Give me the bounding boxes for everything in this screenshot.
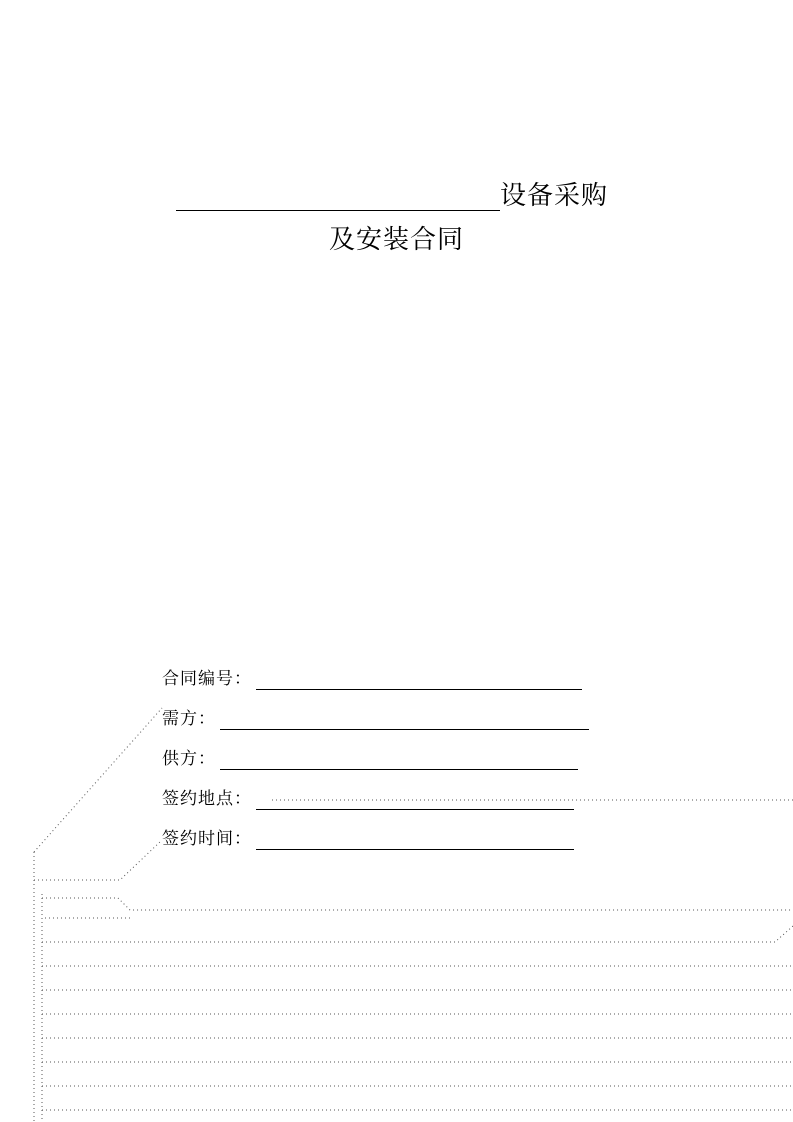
field-contract-number <box>162 664 582 692</box>
field-blank-line <box>220 729 589 730</box>
field-buyer <box>162 704 589 732</box>
title-line-2: 及安装合同 <box>328 225 464 255</box>
field-blank-line <box>220 769 578 770</box>
title-line-1 <box>176 178 608 214</box>
title-blank-line <box>176 210 500 211</box>
field-blank-line <box>256 849 574 850</box>
field-label: 合同编号： <box>162 669 252 689</box>
field-label: 需方： <box>162 709 216 729</box>
field-blank-line <box>256 689 582 690</box>
field-label: 供方： <box>162 749 216 769</box>
field-signing-place <box>162 784 574 812</box>
field-label: 签约地点： <box>162 789 252 809</box>
field-signing-time <box>162 824 574 852</box>
title-suffix: 设备采购 <box>500 181 609 211</box>
field-blank-line <box>256 809 574 810</box>
field-supplier <box>162 744 578 772</box>
field-label: 签约时间： <box>162 829 252 849</box>
